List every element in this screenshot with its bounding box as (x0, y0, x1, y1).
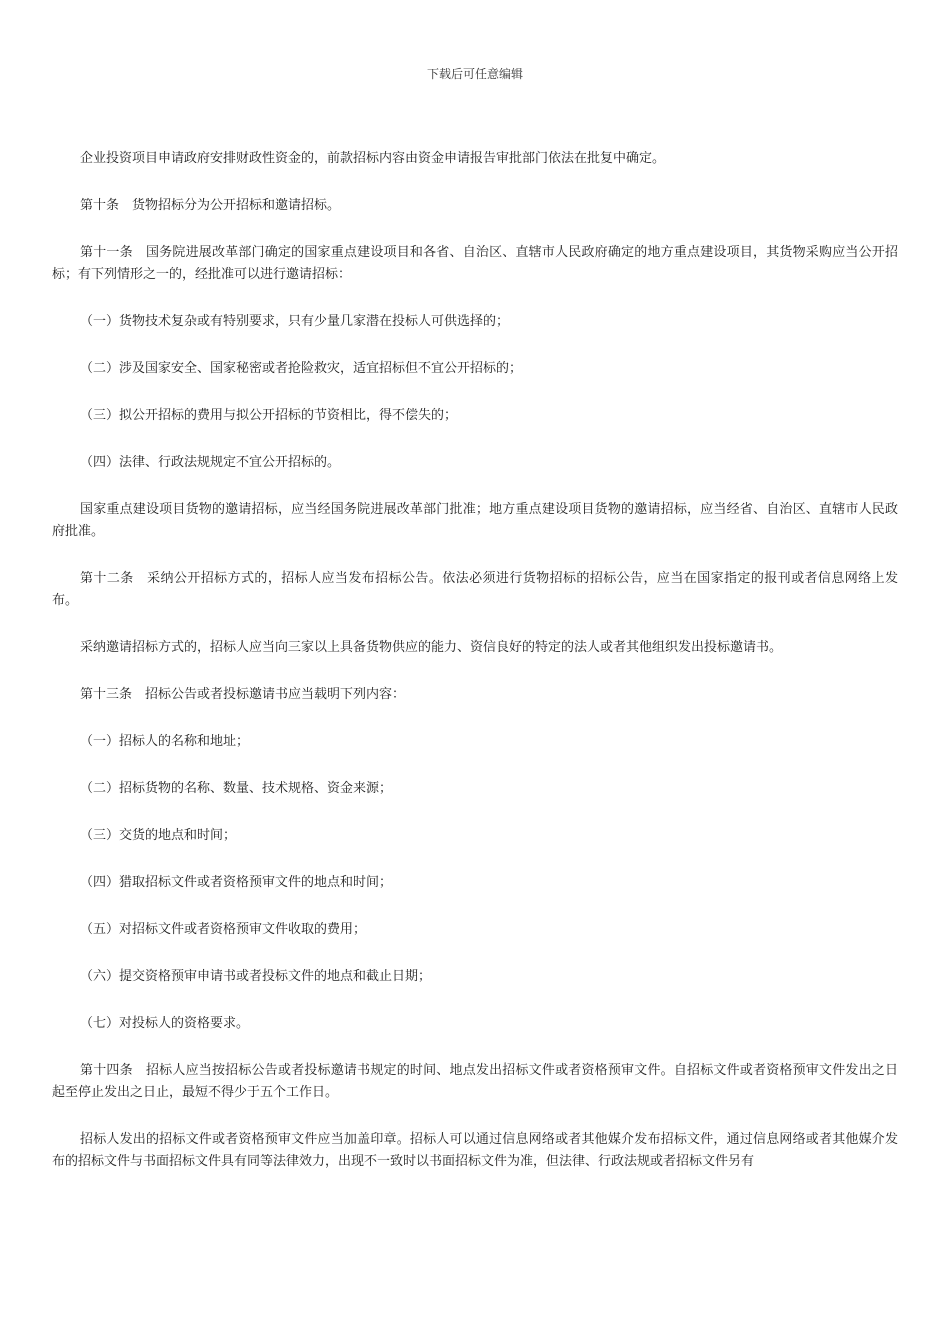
article-10: 第十条 货物招标分为公开招标和邀请招标。 (80, 198, 341, 213)
paragraph-funding-approval: 企业投资项目申请政府安排财政性资金的，前款招标内容由资金申请报告审批部门依法在批复中确定。 (80, 151, 666, 166)
article-13-item-4: （四）猎取招标文件或者资格预审文件的地点和时间； (80, 875, 393, 890)
article-11-item-2: （二）涉及国家安全、国家秘密或者抢险救灾，适宜招标但不宜公开招标的； (80, 361, 523, 376)
article-11-item-1: （一）货物技术复杂或有特别要求，只有少量几家潜在投标人可供选择的； (80, 314, 510, 329)
page-header: 下载后可任意编辑 (426, 67, 523, 81)
article-14: 第十四条 招标人应当按招标公告或者投标邀请书规定的时间、地点发出招标文件或者资格预审文件。自招标文件或者资格预审文件发出之日起至停止发出之日止，最短不得少于五个工作日。 (52, 1063, 898, 1100)
paragraph-invitation: 采纳邀请招标方式的，招标人应当向三家以上具备货物供应的能力、资信良好的特定的法人或者其他组织发出投标邀请书。 (80, 640, 783, 655)
document-body (52, 148, 898, 1198)
article-11: 第十一条 国务院进展改革部门确定的国家重点建设项目和各省、自治区、直辖市人民政府确定的地方重点建设项目，其货物采购应当公开招标；有下列情形之一的，经批准可以进行邀请招标： (52, 245, 898, 282)
article-13-item-1: （一）招标人的名称和地址； (80, 734, 250, 749)
article-13-item-7: （七）对投标人的资格要求。 (80, 1016, 250, 1031)
article-13-item-3: （三）交货的地点和时间； (80, 828, 237, 843)
article-13-item-6: （六）提交资格预审申请书或者投标文件的地点和截止日期； (80, 969, 432, 984)
article-11-item-4: （四）法律、行政法规规定不宜公开招标的。 (80, 455, 341, 470)
paragraph-approval: 国家重点建设项目货物的邀请招标，应当经国务院进展改革部门批准；地方重点建设项目货物的邀请招标，应当经省、自治区、直辖市人民政府批准。 (52, 502, 898, 539)
article-13: 第十三条 招标公告或者投标邀请书应当载明下列内容： (80, 687, 406, 702)
article-12: 第十二条 采纳公开招标方式的，招标人应当发布招标公告。依法必须进行货物招标的招标公告，应当在国家指定的报刊或者信息网络上发布。 (52, 571, 898, 608)
paragraph-seal: 招标人发出的招标文件或者资格预审文件应当加盖印章。招标人可以通过信息网络或者其他媒介发布招标文件，通过信息网络或者其他媒介发布的招标文件与书面招标文件具有同等法律效力，出现不一致时以书面招标文件为准，但法律、行政法规或者招标文件另有 (52, 1132, 898, 1169)
article-13-item-5: （五）对招标文件或者资格预审文件收取的费用； (80, 922, 367, 937)
article-11-item-3: （三）拟公开招标的费用与拟公开招标的节资相比，得不偿失的； (80, 408, 458, 423)
article-13-item-2: （二）招标货物的名称、数量、技术规格、资金来源； (80, 781, 393, 796)
